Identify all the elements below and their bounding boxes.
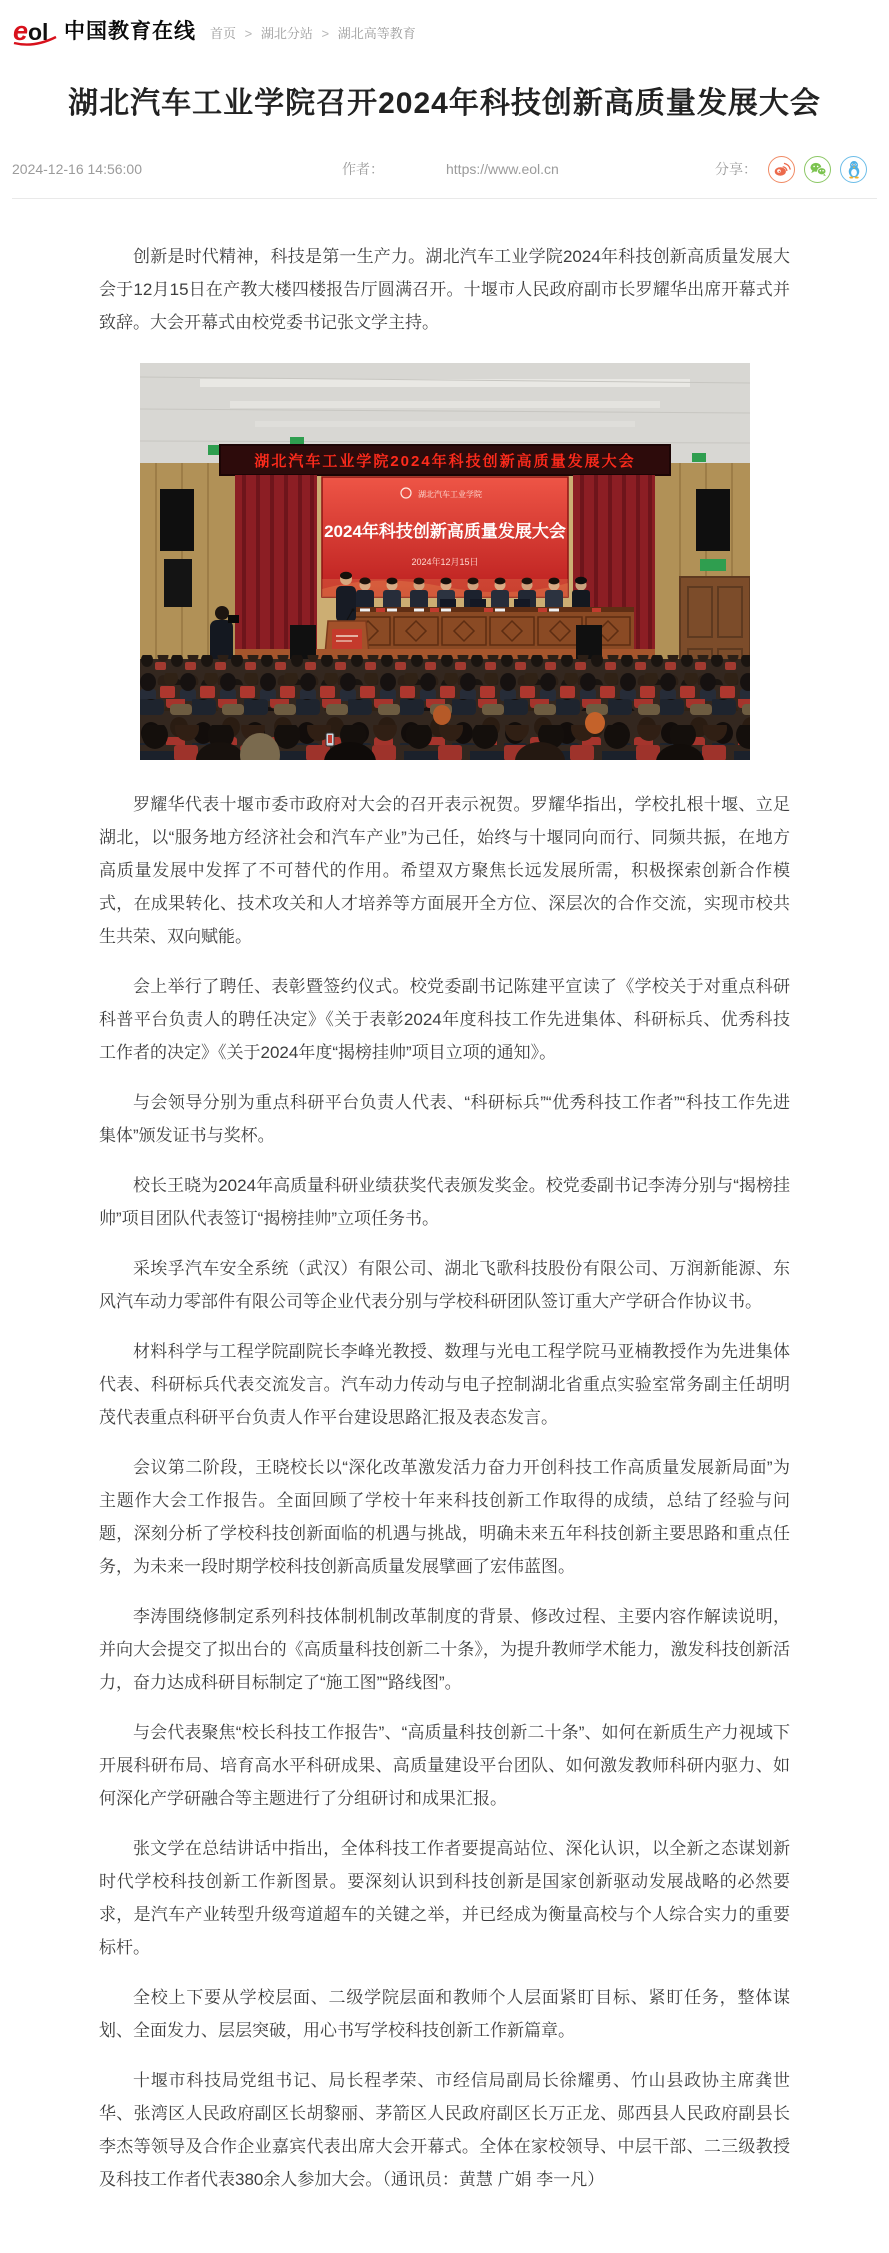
photo-screen-logo-text: 湖北汽车工业学院	[417, 490, 482, 499]
qq-icon	[843, 158, 865, 180]
logo-mark-e: e	[13, 16, 29, 46]
site-name: 中国教育在线	[64, 20, 196, 43]
article-paragraph: 创新是时代精神，科技是第一生产力。湖北汽车工业学院2024年科技创新高质量发展大会于12月15日在产教大楼四楼报告厅圆满召开。十堰市人民政府副市长罗耀华出席开幕式并致辞。大会开幕式由校党委书记张文学主持。	[99, 247, 790, 332]
site-header	[0, 0, 889, 54]
eol-logo-icon	[12, 16, 58, 46]
breadcrumb-hubei-higher-edu[interactable]: 湖北高等教育	[337, 26, 416, 41]
article-paragraph: 十堰市科技局党组书记、局长程孝荣、市经信局副局长徐耀勇、竹山县政协主席龚世华、张湾区人民政府副区长胡黎丽、茅箭区人民政府副区长万正龙、郧西县人民政府副县长李杰等领导及合作企业嘉宾代表出席大会开幕式。全体在家校领导、中层干部、二三级教授及科技工作者代表380余人参加大会。（通讯员：黄慧 广娟 李一凡）	[99, 2071, 790, 2189]
weibo-icon	[771, 158, 793, 180]
publish-datetime: 2024-12-16 14:56:00	[12, 161, 142, 177]
share-bar	[715, 156, 867, 183]
article-paragraph: 张文学在总结讲话中指出，全体科技工作者要提高站位、深化认识，以全新之态谋划新时代学校科技创新工作新图景。要深刻认识到科技创新是国家创新驱动发展战略的必然要求，是汽车产业转型升级弯道超车的关键之举，并已经成为衡量高校与个人综合实力的重要标杆。	[99, 1839, 790, 1957]
eol-logo[interactable]	[12, 16, 196, 46]
share-label: 分享：	[715, 161, 757, 177]
article-paragraph: 与会领导分别为重点科研平台负责人代表、“科研标兵”“优秀科技工作者”“科技工作先进集体”颁发证书与奖杯。	[99, 1093, 790, 1145]
wechat-share-button[interactable]	[804, 156, 831, 183]
article-paragraph: 材料科学与工程学院副院长李峰光教授、数理与光电工程学院马亚楠教授作为先进集体代表、科研标兵代表交流发言。汽车动力传动与电子控制湖北省重点实验室常务副主任胡明茂代表重点科研平台负责人作平台建设思路汇报及表态发言。	[99, 1342, 790, 1427]
photo-banner-text: 湖北汽车工业学院2024年科技创新高质量发展大会	[253, 453, 636, 470]
photo-screen-title: 2024年科技创新高质量发展大会	[323, 522, 566, 541]
source-url[interactable]: https://www.eol.cn	[446, 161, 559, 177]
article	[0, 84, 889, 2253]
wechat-icon	[807, 158, 829, 180]
breadcrumb-separator: >	[321, 26, 330, 41]
article-paragraph: 会议第二阶段，王晓校长以“深化改革激发活力奋力开创科技工作高质量发展新局面”为主题作大会工作报告。全面回顾了学校十年来科技创新工作取得的成绩，总结了经验与问题，深刻分析了学校科技创新面临的机遇与挑战，明确未来五年科技创新主要思路和重点任务，为未来一段时期学校科技创新高质量发展擘画了宏伟蓝图。	[99, 1458, 790, 1576]
article-paragraph: 罗耀华代表十堰市委市政府对大会的召开表示祝贺。罗耀华指出，学校扎根十堰、立足湖北，以“服务地方经济社会和汽车产业”为己任，始终与十堰同向而行、同频共振，在地方高质量发展中发挥了不可替代的作用。希望双方聚焦长远发展所需，积极探索创新合作模式，在成果转化、技术攻关和人才培养等方面展开全方位、深层次的合作交流，实现市校共生共荣、双向赋能。	[99, 795, 790, 946]
photo-audience	[140, 655, 750, 760]
author-label: 作者：	[342, 161, 384, 177]
article-paragraph: 采埃孚汽车安全系统（武汉）有限公司、湖北飞歌科技股份有限公司、万润新能源、东风汽车动力零部件有限公司等企业代表分别与学校科研团队签订重大产学研合作协议书。	[99, 1259, 790, 1311]
article-body	[0, 199, 889, 2253]
breadcrumb-home[interactable]: 首页	[210, 26, 237, 41]
breadcrumb	[210, 23, 416, 46]
article-paragraph: 会上举行了聘任、表彰暨签约仪式。校党委副书记陈建平宣读了《学校关于对重点科研科普平台负责人的聘任决定》《关于表彰2024年度科技工作先进集体、科研标兵、优秀科技工作者的决定》《关于2024年度“揭榜挂帅”项目立项的通知》。	[99, 977, 790, 1062]
breadcrumb-hubei-site[interactable]: 湖北分站	[260, 26, 313, 41]
article-photo	[140, 363, 750, 760]
page-title: 湖北汽车工业学院召开2024年科技创新高质量发展大会	[68, 87, 821, 120]
article-paragraph: 李涛围绕修制定系列科技体制机制改革制度的背景、修改过程、主要内容作解读说明，并向大会提交了拟出台的《高质量科技创新二十条》，为提升教师学术能力，激发科技创新活力，奋力达成科研目标制定了“施工图”“路线图”。	[99, 1607, 790, 1692]
logo-mark-ol: ol	[28, 19, 49, 45]
article-paragraph: 全校上下要从学校层面、二级学院层面和教师个人层面紧盯目标、紧盯任务，整体谋划、全面发力、层层突破，用心书写学校科技创新工作新篇章。	[99, 1988, 790, 2040]
qq-share-button[interactable]	[840, 156, 867, 183]
article-paragraph: 校长王晓为2024年高质量科研业绩获奖代表颁发奖金。校党委副书记李涛分别与“揭榜挂帅”项目团队代表签订“揭榜挂帅”立项任务书。	[99, 1176, 790, 1228]
weibo-share-button[interactable]	[768, 156, 795, 183]
breadcrumb-separator: >	[244, 26, 253, 41]
article-meta	[0, 154, 889, 184]
article-paragraph: 与会代表聚焦“校长科技工作报告”、“高质量科技创新二十条”、如何在新质生产力视域下开展科研布局、培育高水平科研成果、高质量建设平台团队、如何激发教师科研内驱力、如何深化产学研融合等主题进行了分组研讨和成果汇报。	[99, 1723, 790, 1808]
photo-screen-date: 2024年12月15日	[410, 557, 479, 567]
